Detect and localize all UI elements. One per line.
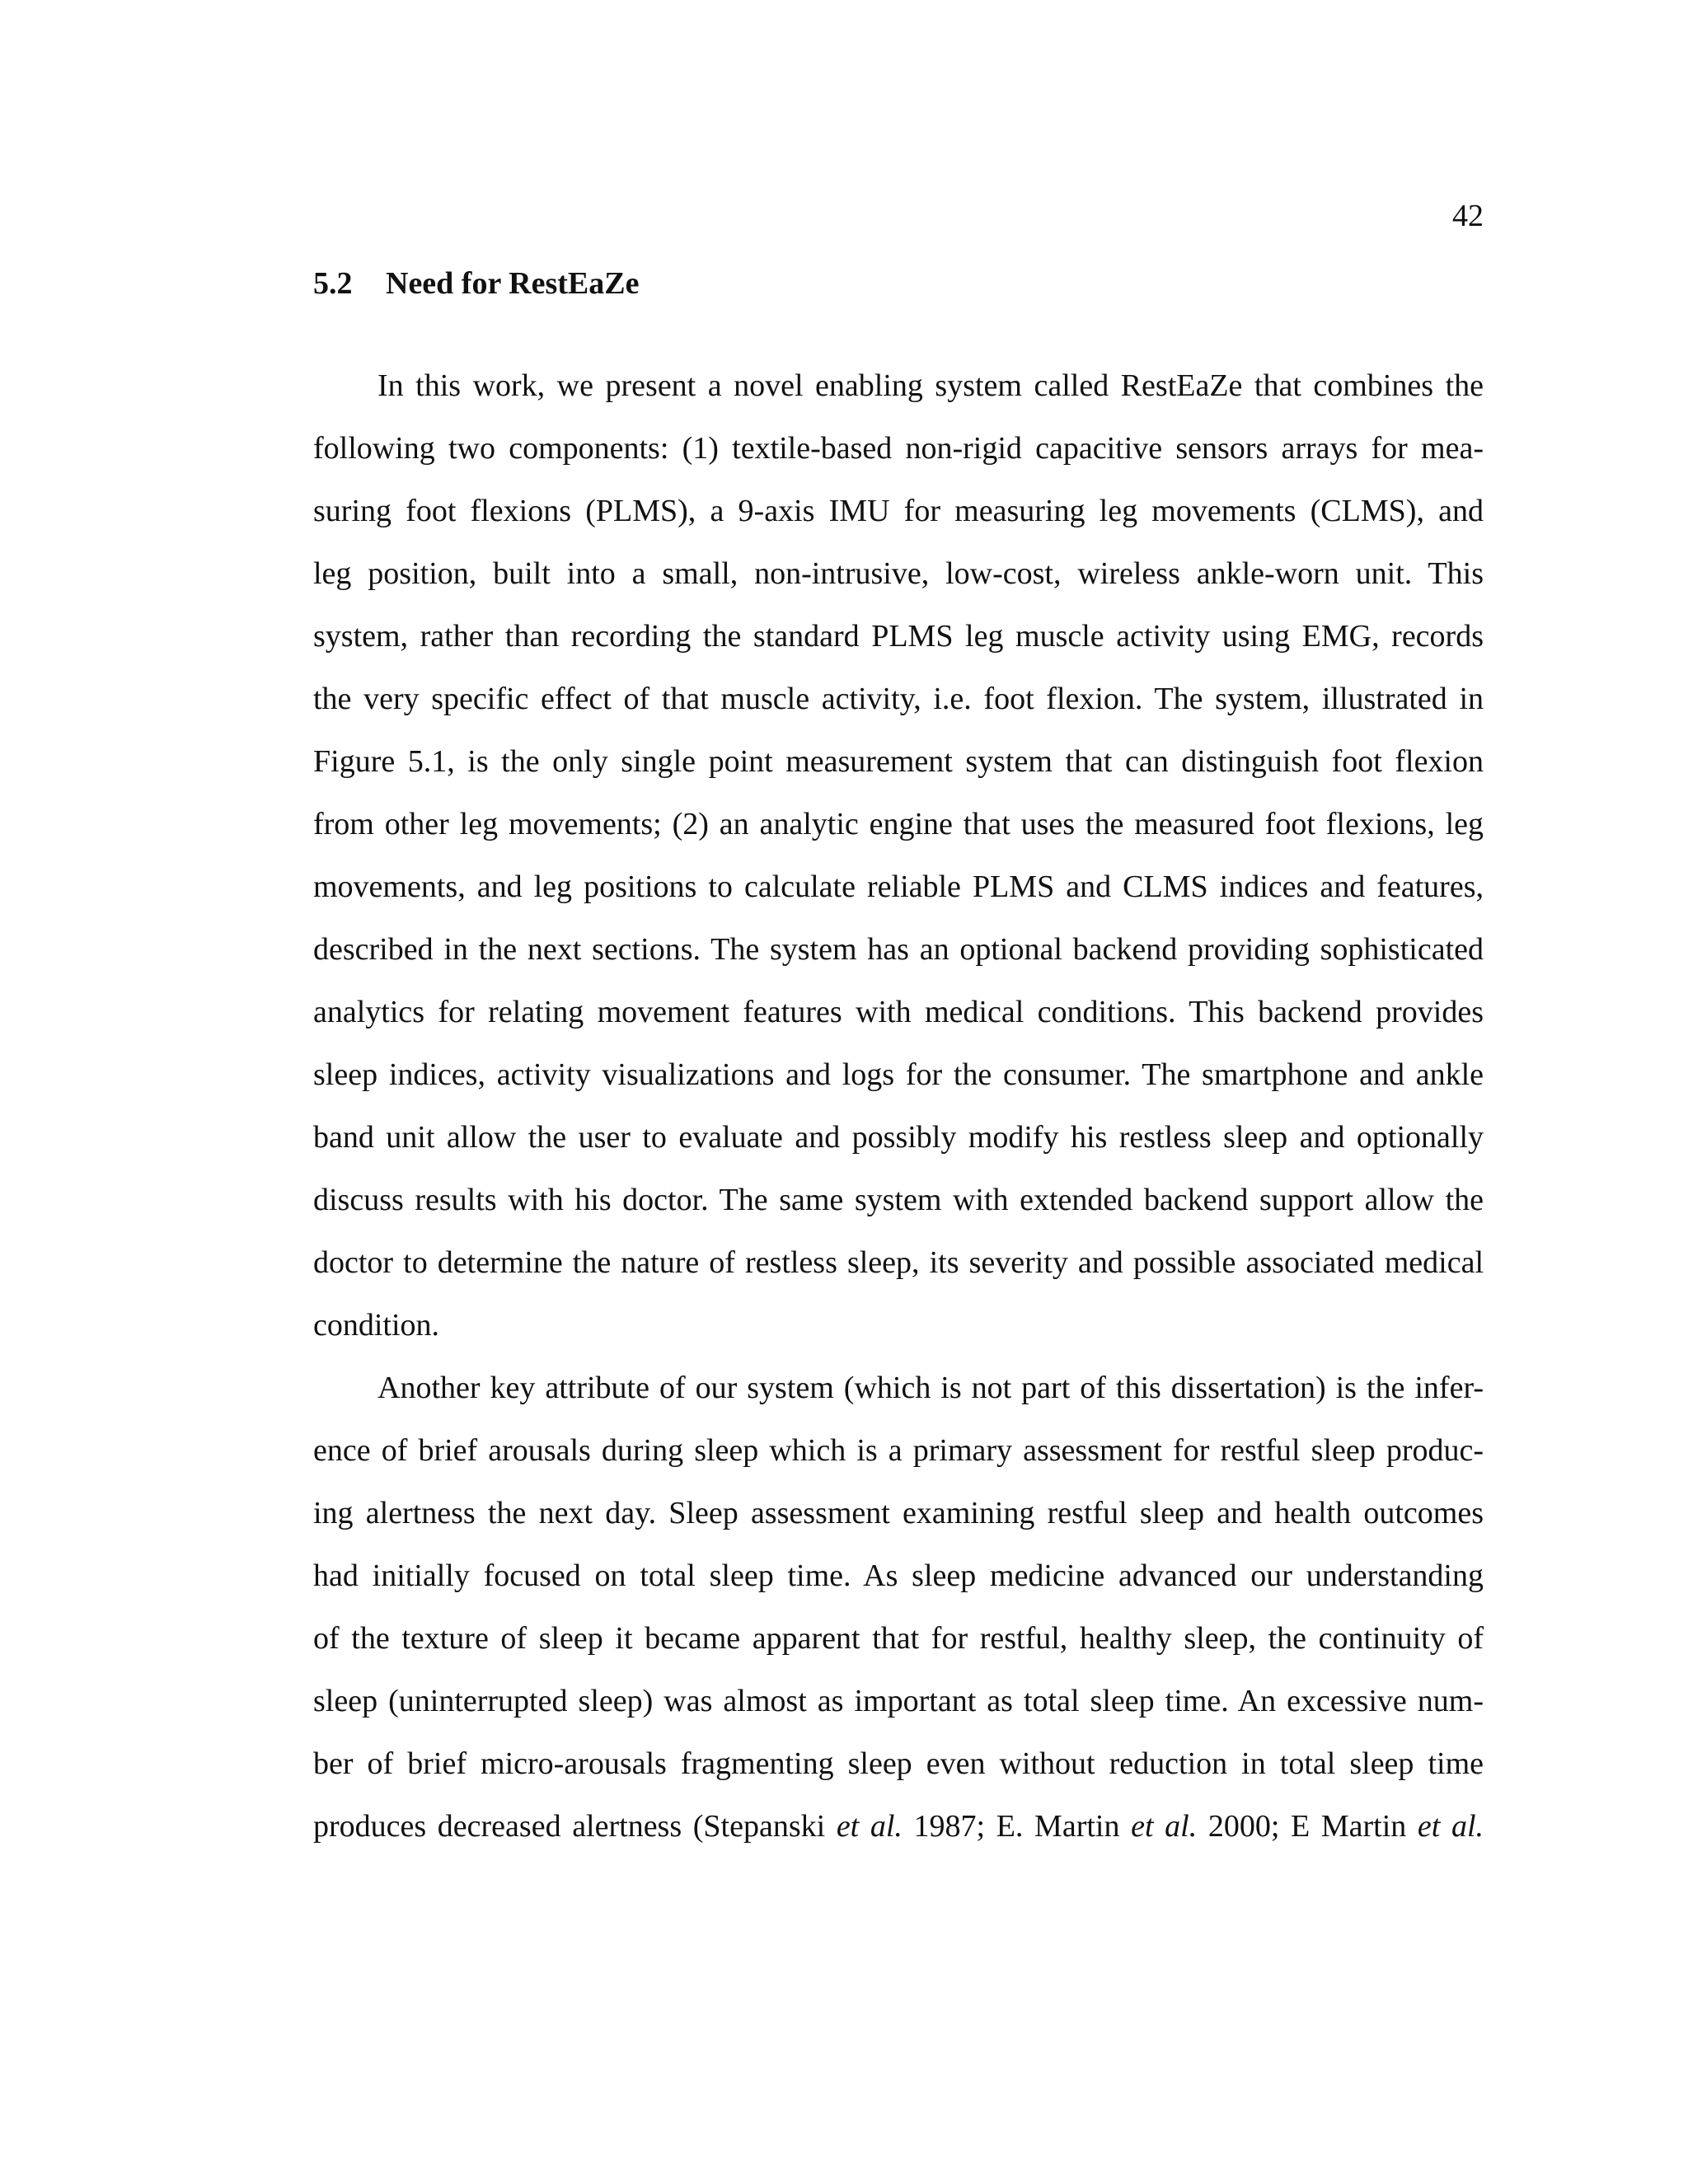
- text-segment: of the texture of sleep it became apparent that for restful, healthy sleep, the continuity of: [313, 1621, 1484, 1656]
- text-line: [313, 354, 1484, 417]
- page-number: 42: [1452, 199, 1484, 233]
- section-heading: [313, 265, 639, 302]
- text-segment: Figure 5.1, is the only single point measurement system that can distinguish foot flexion: [313, 744, 1484, 779]
- section-number: 5.2: [313, 266, 353, 301]
- text-line: [313, 1732, 1484, 1795]
- text-line: [313, 1231, 1484, 1294]
- text-segment: In this work, we present a novel enabling system called RestEaZe that combines the: [377, 368, 1484, 403]
- text-line: [313, 1544, 1484, 1607]
- text-segment: ence of brief arousals during sleep which is a primary assessment for restful sleep produc-: [313, 1433, 1484, 1468]
- text-segment: sleep (uninterrupted sleep) was almost as important as total sleep time. An excessive num-: [313, 1684, 1484, 1718]
- text-segment: described in the next sections. The system has an optional backend providing sophisticated: [313, 932, 1484, 967]
- paragraph: [313, 1357, 1484, 1858]
- body-text: [313, 354, 1484, 1858]
- text-line: [313, 855, 1484, 918]
- text-line: [313, 1419, 1484, 1482]
- text-segment: 1987; E. Martin: [902, 1809, 1132, 1844]
- text-segment: from other leg movements; (2) an analytic engine that uses the measured foot flexions, leg: [313, 807, 1484, 841]
- text-segment: leg position, built into a small, non-intrusive, low-cost, wireless ankle-worn unit. This: [313, 556, 1484, 591]
- text-line: [313, 730, 1484, 793]
- text-segment: ing alertness the next day. Sleep assessment examining restful sleep and health outcomes: [313, 1496, 1484, 1530]
- text-line: [313, 1607, 1484, 1670]
- text-line: [313, 1043, 1484, 1106]
- text-segment: system, rather than recording the standard PLMS leg muscle activity using EMG, records: [313, 619, 1484, 654]
- italic-text: et al.: [1131, 1809, 1198, 1844]
- text-line: [313, 1795, 1484, 1858]
- text-segment: analytics for relating movement features with medical conditions. This backend provides: [313, 995, 1484, 1029]
- text-segment: movements, and leg positions to calculate reliable PLMS and CLMS indices and features,: [313, 869, 1484, 904]
- text-segment: condition.: [313, 1308, 440, 1343]
- text-segment: doctor to determine the nature of restless sleep, its severity and possible associated medical: [313, 1245, 1484, 1280]
- text-segment: 2000; E Martin: [1197, 1809, 1418, 1844]
- italic-text: et al.: [1417, 1809, 1484, 1844]
- text-line: [313, 1169, 1484, 1231]
- text-line: [313, 1482, 1484, 1544]
- text-line: [313, 542, 1484, 605]
- text-line: [313, 1670, 1484, 1732]
- text-segment: following two components: (1) textile-based non-rigid capacitive sensors arrays for mea-: [313, 431, 1484, 466]
- text-segment: had initially focused on total sleep time. As sleep medicine advanced our understanding: [313, 1558, 1484, 1593]
- text-line: [313, 1106, 1484, 1169]
- text-line: [313, 918, 1484, 981]
- text-line: [313, 605, 1484, 668]
- text-segment: sleep indices, activity visualizations and logs for the consumer. The smartphone and ankle: [313, 1057, 1484, 1092]
- text-segment: discuss results with his doctor. The same system with extended backend support allow the: [313, 1183, 1484, 1217]
- section-title: Need for RestEaZe: [386, 266, 640, 301]
- text-segment: ber of brief micro-arousals fragmenting sleep even without reduction in total sleep time: [313, 1746, 1484, 1781]
- text-line: [313, 1357, 1484, 1419]
- text-line: [313, 480, 1484, 542]
- text-line: [313, 793, 1484, 855]
- paragraph: [313, 354, 1484, 1357]
- text-segment: the very specific effect of that muscle activity, i.e. foot flexion. The system, illustrated in: [313, 682, 1484, 716]
- italic-text: et al.: [836, 1809, 903, 1844]
- text-segment: produces decreased alertness (Stepanski: [313, 1809, 837, 1844]
- text-line: [313, 1294, 1484, 1357]
- text-segment: Another key attribute of our system (which is not part of this dissertation) is the infer-: [377, 1371, 1484, 1405]
- text-line: [313, 668, 1484, 730]
- text-line: [313, 417, 1484, 480]
- text-segment: band unit allow the user to evaluate and possibly modify his restless sleep and optionally: [313, 1120, 1484, 1155]
- text-line: [313, 981, 1484, 1043]
- text-segment: suring foot flexions (PLMS), a 9-axis IMU for measuring leg movements (CLMS), and: [313, 494, 1484, 528]
